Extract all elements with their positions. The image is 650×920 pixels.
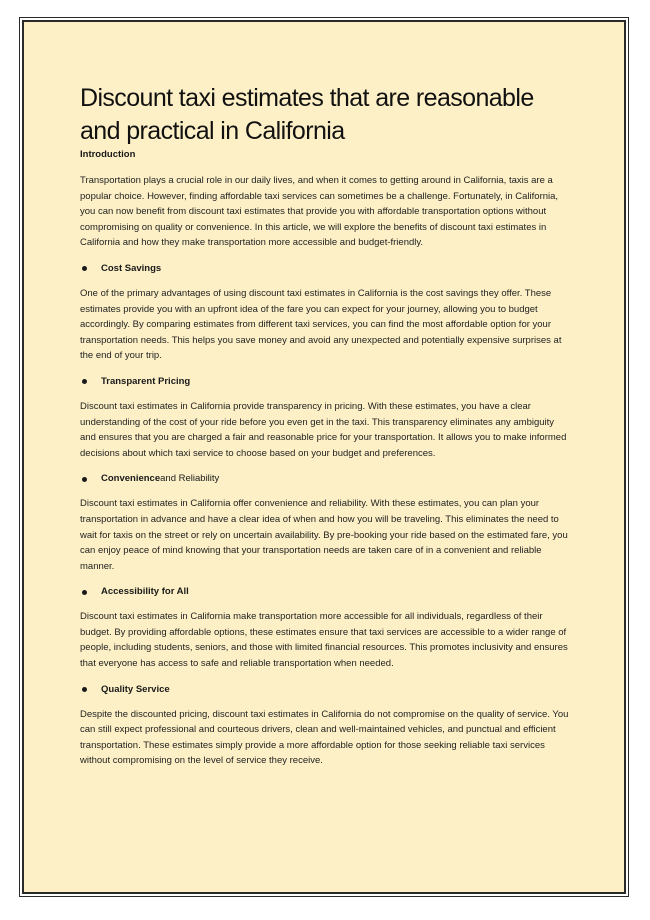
intro-heading: Introduction	[80, 149, 136, 160]
section-paragraph-quality-service: Despite the discounted pricing, discount taxi estimates in California do not compromise on the quality of service. You can still expect professional and courteous drivers, clean and well-maintained vehicles, and punctual and efficient transportation. These estimates simply provide a more affordable option for those seeking reliable taxi services without compromising on the level of service they receive.	[80, 708, 569, 767]
intro-paragraph: Transportation plays a crucial role in our daily lives, and when it comes to getting around in California, taxis are a popular choice. However, finding affordable taxi services can sometimes be a challenge. Fortunately, in California, you can now benefit from discount taxi estimates that provide you with affordable transportation options without compromising on quality or convenience. In this article, we will explore the benefits of discount taxi estimates in California and how they make transportation more accessible and budget-friendly.	[80, 175, 559, 249]
section-paragraph-accessibility: Discount taxi estimates in California make transportation more accessible for all individuals, regardless of their budget. By providing affordable options, these estimates ensure that taxi services are accessible to a wider range of people, including students, seniors, and those with limited financial resources. This promotes inclusivity and ensures that everyone has access to safe and reliable transportation when needed.	[80, 611, 568, 670]
section-heading-accessibility	[80, 585, 572, 599]
section-heading-label: Accessibility for All	[101, 586, 189, 598]
section-heading-quality-service	[80, 683, 572, 697]
section-paragraph-transparent-pricing: Discount taxi estimates in California provide transparency in pricing. With these estimates, you have a clear understanding of the cost of your ride before you even get in the taxi. This transparency eliminates any ambiguity and ensures that you are charged a fair and reasonable price for your transportation. It allows you to make informed decisions about which taxi service to choose based on your budget and preferences.	[80, 400, 567, 459]
bullet-icon	[82, 687, 87, 692]
section-heading-suffix: and Reliability	[160, 473, 220, 485]
section-heading-label: Quality Service	[101, 683, 170, 695]
bullet-icon	[82, 590, 87, 595]
section-heading-convenience	[80, 472, 572, 486]
section-paragraph-convenience: Discount taxi estimates in California offer convenience and reliability. With these estimates, you can plan your transportation in advance and have a clear idea of when and how you will be traveling. This eliminates the need to wait for taxis on the street or rely on uncertain availability. By pre-booking your ride based on the estimated fare, you can enjoy peace of mind knowing that your transportation needs are taken care of in a convenient and reliable manner.	[80, 498, 568, 572]
section-heading-cost-savings	[80, 262, 572, 276]
bullet-icon	[82, 379, 87, 384]
section-heading-transparent-pricing	[80, 375, 572, 389]
section-heading-label: Transparent Pricing	[101, 375, 191, 387]
bullet-icon	[82, 266, 87, 271]
section-heading-label: Convenience	[101, 473, 161, 485]
section-heading-label: Cost Savings	[101, 262, 162, 274]
page-title: Discount taxi estimates that are reasonable and practical in California	[80, 84, 534, 145]
document-content	[80, 82, 572, 780]
section-paragraph-cost-savings: One of the primary advantages of using discount taxi estimates in California is the cost savings they offer. These estimates provide you with an upfront idea of the fare you can expect for your journey, allowing you to budget accordingly. By comparing estimates from different taxi services, you can find the most affordable option for your transportation needs. This helps you save money and avoid any unexpected and potentially expensive surprises at the end of your trip.	[80, 287, 562, 362]
bullet-icon	[82, 477, 87, 482]
document-page	[22, 20, 626, 894]
